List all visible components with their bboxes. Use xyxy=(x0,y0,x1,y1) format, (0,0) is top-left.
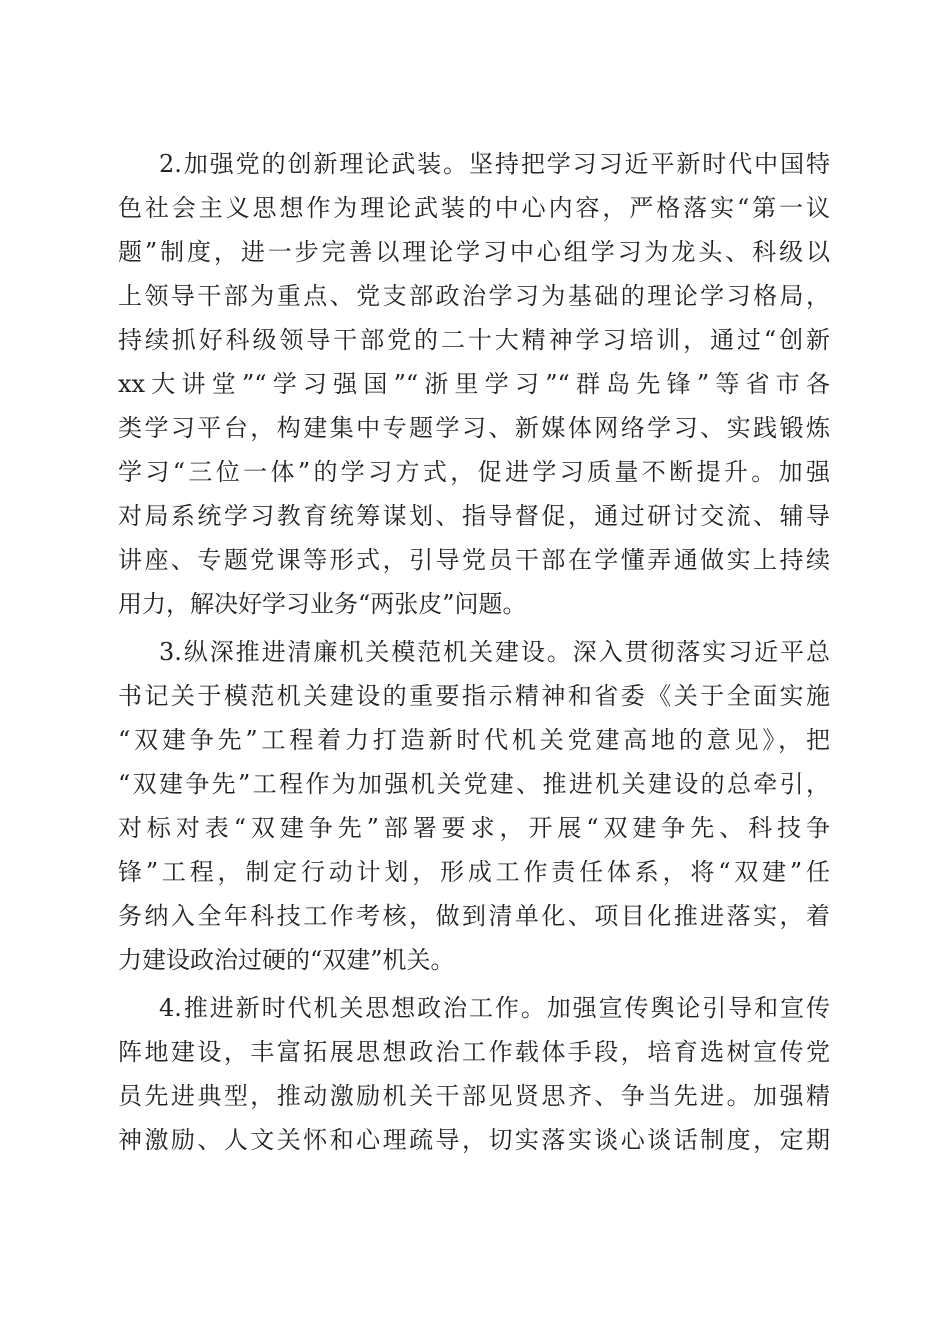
paragraph-line: 上领导干部为重点、党支部政治学习为基础的理论学习格局， xyxy=(118,282,830,310)
paragraph-line: xx大讲堂”“学习强国”“浙里学习”“群岛先锋”等省市各 xyxy=(118,370,830,398)
paragraph-line: 力建设政治过硬的“双建”机关。 xyxy=(118,946,455,974)
paragraph-line: 务纳入全年科技工作考核，做到清单化、项目化推进落实，着 xyxy=(118,902,830,930)
paragraph-line: 持续抓好科级领导干部党的二十大精神学习培训，通过“创新 xyxy=(118,326,830,354)
paragraph-line: 对标对表“双建争先”部署要求，开展“双建争先、科技争 xyxy=(118,814,830,842)
paragraph-line: 讲座、专题党课等形式，引导党员干部在学懂弄通做实上持续 xyxy=(118,546,830,574)
paragraph-line: 类学习平台，构建集中专题学习、新媒体网络学习、实践锻炼 xyxy=(118,414,830,442)
paragraph-line: 书记关于模范机关建设的重要指示精神和省委《关于全面实施 xyxy=(118,682,830,710)
paragraph-line: 阵地建设，丰富拓展思想政治工作载体手段，培育选树宣传党 xyxy=(118,1038,830,1066)
paragraph-line: “双建争先”工程作为加强机关党建、推进机关建设的总牵引， xyxy=(118,770,830,798)
paragraph-line: 色社会主义思想作为理论武装的中心内容，严格落实“第一议 xyxy=(118,194,830,222)
paragraph-line: 3.纵深推进清廉机关模范机关建设。深入贯彻落实习近平总 xyxy=(159,638,830,666)
paragraph-line: 对局系统学习教育统筹谋划、指导督促，通过研讨交流、辅导 xyxy=(118,502,830,530)
paragraph-line: 锋”工程，制定行动计划，形成工作责任体系，将“双建”任 xyxy=(118,858,830,886)
paragraph-line: 题”制度，进一步完善以理论学习中心组学习为龙头、科级以 xyxy=(118,238,830,266)
paragraph-line: “双建争先”工程着力打造新时代机关党建高地的意见》，把 xyxy=(118,726,830,754)
paragraph-line: 学习“三位一体”的学习方式，促进学习质量不断提升。加强 xyxy=(118,458,830,486)
paragraph-line: 2.加强党的创新理论武装。坚持把学习习近平新时代中国特 xyxy=(159,150,830,178)
paragraph-line: 用力，解决好学习业务“两张皮”问题。 xyxy=(118,590,527,618)
paragraph-line: 4.推进新时代机关思想政治工作。加强宣传舆论引导和宣传 xyxy=(159,994,830,1022)
paragraph-line: 神激励、人文关怀和心理疏导，切实落实谈心谈话制度，定期 xyxy=(118,1126,830,1154)
paragraph-line: 员先进典型，推动激励机关干部见贤思齐、争当先进。加强精 xyxy=(118,1082,830,1110)
